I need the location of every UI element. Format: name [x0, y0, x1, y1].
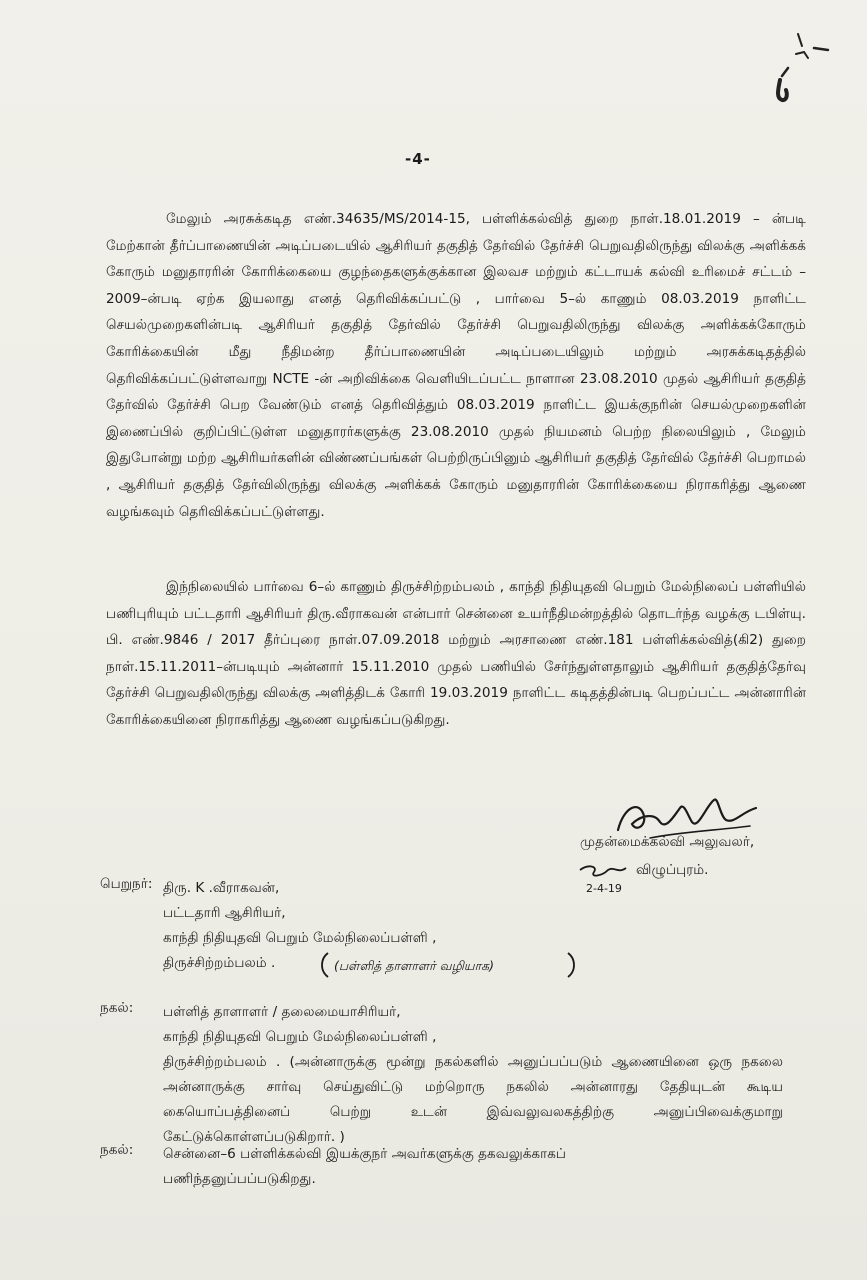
- copy-2-address: [163, 1142, 723, 1192]
- recipient-label: பெறுநர்:: [100, 876, 153, 892]
- recipient-line: பட்டதாரி ஆசிரியர்,: [163, 905, 286, 921]
- copy-line: சென்னை–6 பள்ளிக்கல்வி இயக்குநர் அவர்களுக்கு தகவலுக்காகப்: [163, 1146, 567, 1162]
- handwritten-corner-mark: [752, 28, 832, 108]
- copy-label: நகல்:: [100, 1000, 134, 1016]
- page-number: -4-: [405, 150, 431, 168]
- handwritten-note-text: (பள்ளித் தாளாளர் வழியாக): [334, 958, 495, 973]
- copy-line: பள்ளித் தாளாளர் / தலைமையாசிரியர்,: [163, 1004, 401, 1020]
- handwritten-note: [318, 949, 580, 979]
- recipient-line: திருச்சிற்றம்பலம் .: [163, 955, 276, 971]
- copy-label: நகல்:: [100, 1142, 134, 1158]
- recipient-line: காந்தி நிதியுதவி பெறும் மேல்நிலைப்பள்ளி ,: [163, 930, 437, 946]
- signatory-place: விழுப்புரம்.: [636, 862, 709, 878]
- paragraph-text: மேலும் அரசுக்கடித எண்.34635/MS/2014-15, பள்ளிக்கல்வித் துறை நாள்.18.01.2019 – ன்படி மேற்கான் தீர்ப்பாணையின் அடிப்படையில் ஆசிரியர் தகுதித் தேர்வில் தேர்ச்சி பெறுவதிலிருந்து விலக்கு அளிக்கக் கோரும் மனுதாரரின் கோரிக்கையை குழந்தைகளுக்குக்கான இலவச மற்றும் கட்டாயக் கல்வி உரிமைச் சட்டம் –2009–ன்படி ஏற்க இயலாது எனத் தெரிவிக்கப்பட்டு , பார்வை 5–ல் காணும் 08.03.2019 நாளிட்ட செயல்முறைகளின்படி ஆசிரியர் தகுதித் தேர்வில் தேர்ச்சி பெறுவதிலிருந்து விலக்கு அளிக்கக்கோரும் கோரிக்கையின் மீது நீதிமன்ற தீர்ப்பாணையின் அடிப்படையிலும் மற்றும் அரசுக்கடிதத்தில் தெரிவிக்கப்பட்டுள்ளவாறு NCTE -ன் அறிவிக்கை வெளியிடப்பட்ட நாளான 23.08.2010 முதல் ஆசிரியர் தகுதித் தேர்வில் தேர்ச்சி பெற வேண்டும் எனத் தெரிவித்தும் 08.03.2019 நாளிட்ட இயக்குநரின் செயல்முறைகளின் இணைப்பில் குறிப்பிட்டுள்ள மனுதாரர்களுக்கு 23.08.2010 முதல் நியமனம் பெற்ற நிலையிலும் , மேலும் இதுபோன்று மற்ற ஆசிரியர்களின் விண்ணப்பங்கள் பெற்றிருப்பினும் ஆசிரியர் தகுதித் தேர்வில் தேர்ச்சி பெறாமல் , ஆசிரியர் தகுதித் தேர்விலிருந்து விலக்கு அளிக்கக் கோரும் மனுதாரரின் கோரிக்கையை நிராகரித்து ஆணை வழங்கவும் தெரிவிக்கப்பட்டுள்ளது.: [106, 211, 806, 520]
- paragraph-1: [106, 206, 806, 525]
- initial-date: 2-4-19: [586, 882, 622, 895]
- paragraph-2: [106, 574, 806, 734]
- recipient-line: திரு. K .வீராகவன்,: [163, 880, 280, 896]
- paragraph-text: இந்நிலையில் பார்வை 6–ல் காணும் திருச்சிற்றம்பலம் , காந்தி நிதியுதவி பெறும் மேல்நிலைப் பள்ளியில் பணிபுரியும் பட்டதாரி ஆசிரியர் திரு.வீராகவன் என்பார் சென்னை உயர்நீதிமன்றத்தில் தொடர்ந்த வழக்கு டபிள்யு. பி. எண்.9846 / 2017 தீர்ப்புரை நாள்.07.09.2018 மற்றும் அரசாணை எண்.181 பள்ளிக்கல்வித்(கி2) துறை நாள்.15.11.2011–ன்படியும் அன்னார் 15.11.2010 முதல் பணியில் சேர்ந்துள்ளதாலும் ஆசிரியர் தகுதித்தேர்வு தேர்ச்சி பெறுவதிலிருந்து விலக்கு அளித்திடக் கோரி 19.03.2019 நாளிட்ட கடிதத்தின்படி பெறப்பட்ட அன்னாரின் கோரிக்கையினை நிராகரித்து ஆணை வழங்கப்படுகிறது.: [106, 579, 806, 728]
- copy-line: காந்தி நிதியுதவி பெறும் மேல்நிலைப்பள்ளி ,: [163, 1029, 437, 1045]
- copy-1-address: [163, 1000, 783, 1150]
- signatory-title: முதன்மைக்கல்வி அலுவலர்,: [580, 834, 755, 850]
- copy-line: திருச்சிற்றம்பலம் . (அன்னாருக்கு மூன்று நகல்களில் அனுப்பப்படும் ஆணையினை ஒரு நகலை அன்னாருக்கு சார்வு செய்துவிட்டு மற்றொரு நகலில் அன்னாரது தேதியுடன் கூடிய கையொப்பத்தினைப் பெற்று உடன் இவ்வலுவலகத்திற்கு அனுப்பிவைக்குமாறு கேட்டுக்கொள்ளப்படுகிறார். ): [163, 1054, 783, 1145]
- copy-line: பணிந்தனுப்பப்படுகிறது.: [163, 1171, 316, 1187]
